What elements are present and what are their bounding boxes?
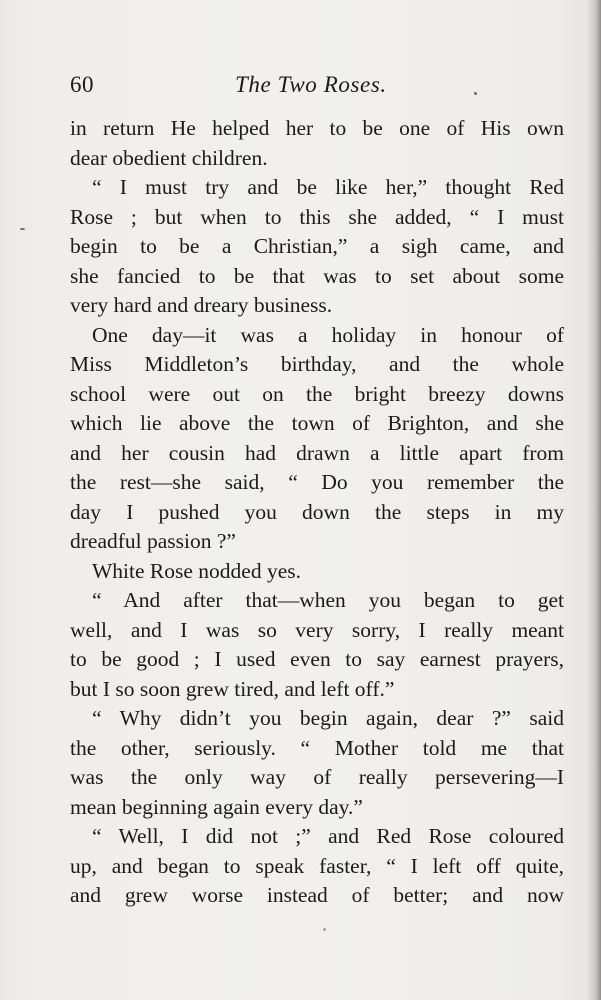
text-line: dear obedient children. [70,145,268,170]
text-line: One day—it was a holiday in honour of [92,322,564,347]
text-line: “ Why didn’t you begin again, dear ?” said [92,706,564,730]
text-line: the other, seriously. “ Mother told me that [70,735,564,760]
text-line: White Rose nodded yes. [92,558,301,583]
text-line: up, and began to speak faster, “ I left off quite, [70,853,564,878]
text-line: to be good ; I used even to say earnest prayers, [70,647,564,671]
text-line: “ Well, I did not ;” and Red Rose coloured [92,824,564,848]
print-speck [474,92,477,95]
text-line: “ I must try and be like her,” thought Red [92,175,564,199]
text-line: the rest—she said, “ Do you remember the [70,470,564,494]
text-line: Miss Middleton’s birthday, and the whole [70,352,564,376]
body-text [70,114,564,911]
text-line: “ And after that—when you began to get [92,588,564,612]
page-edge-shadow [587,0,601,1000]
text-line: school were out on the bright breezy downs [70,381,564,406]
text-line: she fancied to be that was to set about some [70,263,564,288]
page-number: 60 [70,72,94,97]
text-line: and her cousin had drawn a little apart from [70,440,564,465]
text-line: dreadful passion ?” [70,529,236,553]
print-speck [323,928,326,931]
running-title: The Two Roses. [235,72,387,97]
text-line: but I so soon grew tired, and left off.” [70,676,395,701]
text-line: well, and I was so very sorry, I really meant [70,617,564,642]
print-speck [20,228,25,230]
page-header [70,72,564,106]
text-line: in return He helped her to be one of His own [70,116,564,140]
text-line: which lie above the town of Brighton, and she [70,411,564,435]
text-line: was the only way of really persevering—I [70,765,564,789]
text-line: very hard and dreary business. [70,293,333,317]
text-line: day I pushed you down the steps in my [70,499,564,524]
text-line: and grew worse instead of better; and now [70,883,564,907]
text-line: Rose ; but when to this she added, “ I must [70,204,564,229]
text-line: mean beginning again every day.” [70,794,363,819]
text-line: begin to be a Christian,” a sigh came, and [70,234,564,258]
